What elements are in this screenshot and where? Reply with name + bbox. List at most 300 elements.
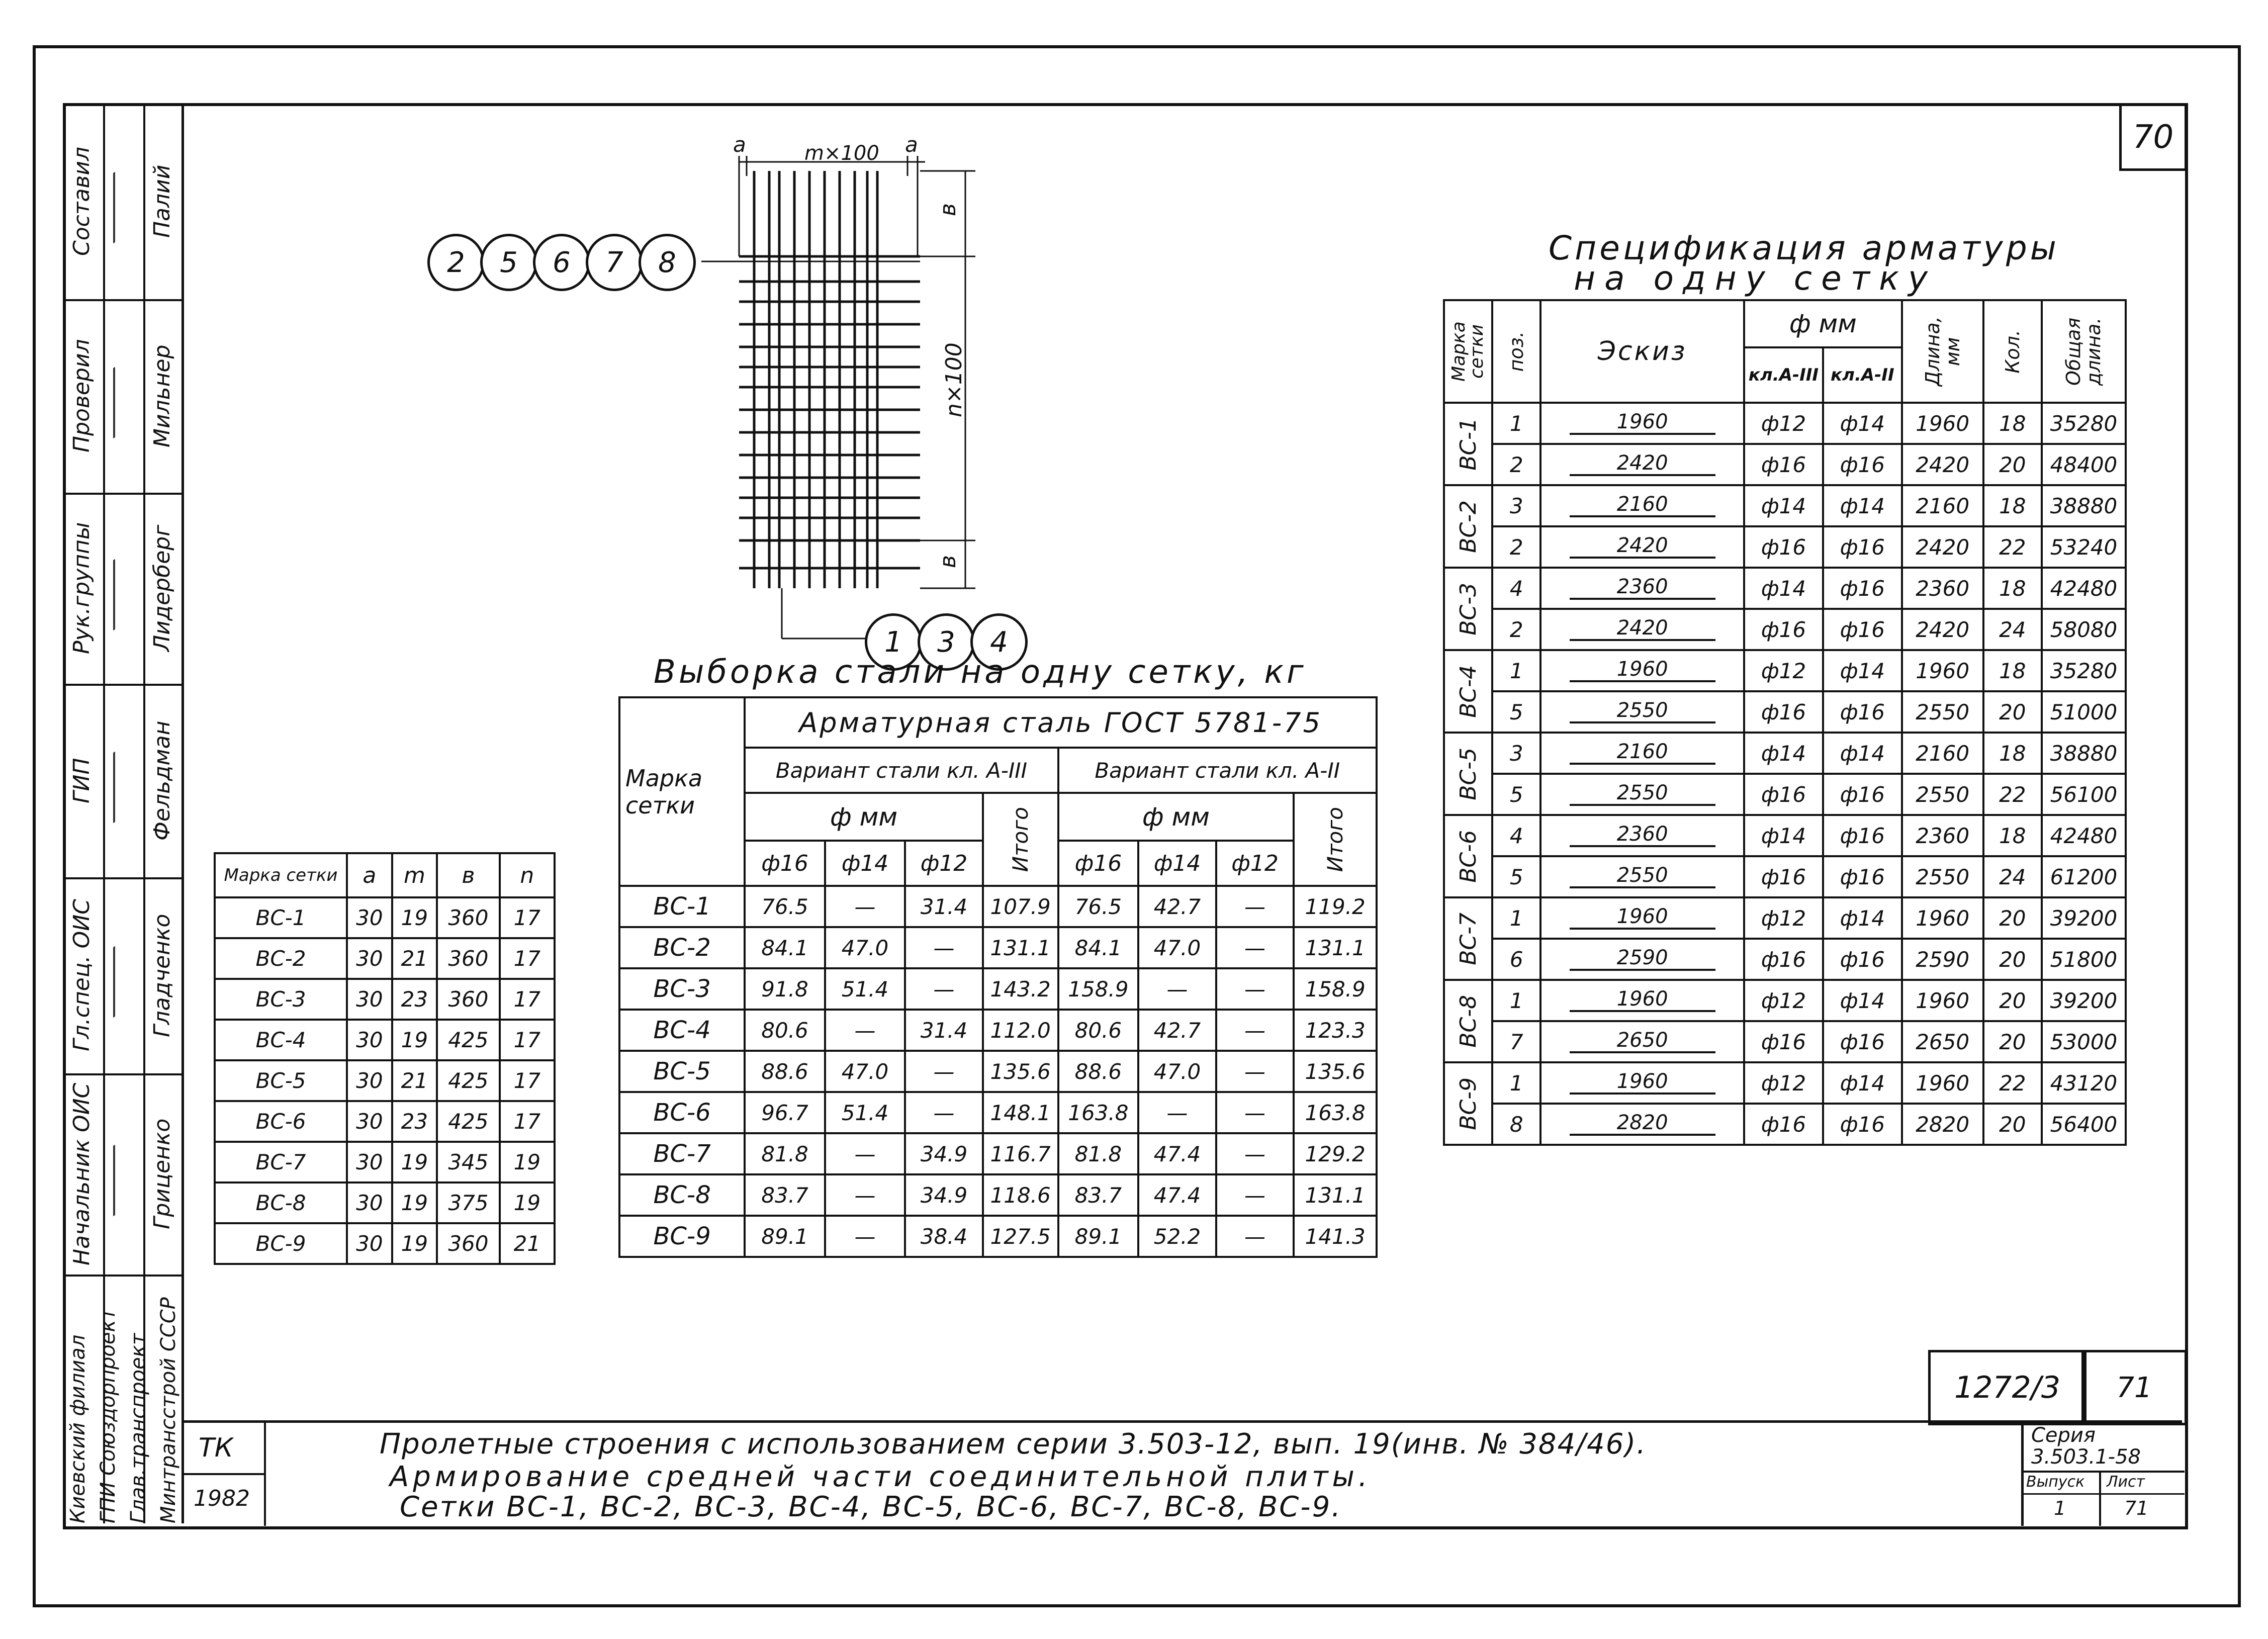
spec-sketch-cell (1540, 1021, 1744, 1062)
steel-col-gost: Арматурная сталь ГОСТ 5781-75 (745, 697, 1377, 748)
spec-mark: ВС-1 (1455, 417, 1481, 471)
spec-cell: 61200 (2042, 856, 2126, 897)
spec-col-qty-cell (1983, 300, 2042, 403)
params-row (215, 1060, 555, 1101)
params-header: m (392, 853, 437, 897)
spec-cell: 51800 (2042, 939, 2126, 980)
spec-col-mark-cell (1444, 300, 1492, 403)
steel-row (619, 1092, 1377, 1133)
steel-d16: ф16 (745, 841, 825, 886)
spec-row (1444, 939, 2126, 980)
spec-cell: ф14 (1744, 733, 1823, 774)
spec-cell: ф12 (1744, 980, 1823, 1021)
steel-cell: — (1216, 1174, 1294, 1216)
spec-cell: 1960 (1902, 897, 1983, 939)
steel-row (619, 1133, 1377, 1174)
spec-cell: 2 (1492, 526, 1540, 568)
spec-mark: ВС-6 (1455, 830, 1481, 883)
stamp-name: Лидерберг (149, 524, 175, 652)
sheet-label: Лист (2107, 1473, 2145, 1491)
steel-cell: 89.1 (1058, 1216, 1139, 1257)
signature-mark (113, 1132, 138, 1216)
params-header: в (437, 853, 499, 897)
spec-sketch-cell (1540, 733, 1744, 774)
spec-cell: ф16 (1744, 1104, 1823, 1145)
marker-circle: 8 (639, 234, 696, 291)
spec-col-total-cell (2042, 300, 2126, 403)
steel-cell: 123.3 (1294, 1010, 1377, 1051)
params-cell: ВС-4 (215, 1020, 347, 1060)
signature-mark (113, 738, 138, 823)
spec-sketch-cell (1540, 526, 1744, 568)
spec-col-pos-cell (1492, 300, 1540, 403)
steel-cell: 42.7 (1138, 1010, 1216, 1051)
params-cell: 23 (392, 979, 437, 1020)
spec-cell: 2 (1492, 444, 1540, 485)
spec-cell: 51000 (2042, 691, 2126, 733)
spec-cell: 5 (1492, 856, 1540, 897)
steel-cell: 88.6 (1058, 1051, 1139, 1092)
spec-row (1444, 1104, 2126, 1145)
spec-col-len-cell (1902, 300, 1983, 403)
spec-sketch-length: 2550 (1616, 699, 1668, 722)
org-block (63, 1274, 184, 1523)
spec-cell: 2420 (1902, 444, 1983, 485)
stamp-row (63, 1073, 184, 1277)
steel-cell: — (825, 1133, 905, 1174)
spec-sketch-cell (1540, 403, 1744, 444)
dim-side: n×100 (941, 342, 967, 417)
bar-line (1570, 639, 1715, 641)
params-cell: 23 (392, 1101, 437, 1142)
spec-sketch-cell (1540, 1104, 1744, 1145)
spec-mark-cell (1444, 403, 1492, 485)
params-cell: ВС-7 (215, 1142, 347, 1182)
bar-line (1570, 474, 1715, 476)
dim-a-left: a (733, 136, 746, 157)
spec-cell: 18 (1983, 815, 2042, 856)
stamp-role: Начальник ОИС (69, 1082, 95, 1265)
spec-sketch-length: 2360 (1616, 575, 1668, 598)
params-row (215, 1142, 555, 1182)
spec-cell: ф14 (1823, 485, 1902, 526)
spec-cell: 2820 (1902, 1104, 1983, 1145)
steel-cell: 135.6 (983, 1051, 1058, 1092)
params-table (214, 852, 556, 1265)
spec-cell: 5 (1492, 774, 1540, 815)
steel-cell: 135.6 (1294, 1051, 1377, 1092)
bar-line (1570, 1051, 1715, 1053)
spec-cell: 1 (1492, 1062, 1540, 1104)
spec-mark: ВС-7 (1455, 912, 1481, 965)
left-stamp (63, 103, 184, 1523)
steel-cell: 80.6 (1058, 1010, 1139, 1051)
steel-d14: ф14 (1138, 841, 1216, 886)
spec-cell: ф16 (1744, 856, 1823, 897)
steel-cell: ВС-6 (619, 1092, 745, 1133)
title-line-1: Пролетные строения с использованием серии 3.503-12, вып. 19(инв. № 384/46). (380, 1428, 1647, 1461)
spec-cell: ф16 (1823, 526, 1902, 568)
spec-cell: 18 (1983, 733, 2042, 774)
spec-sketch-length: 2820 (1616, 1111, 1668, 1134)
spec-sketch-length: 2550 (1616, 781, 1668, 804)
spec-sketch-length: 2650 (1616, 1029, 1668, 1052)
spec-cell: ф12 (1744, 897, 1823, 939)
spec-sketch-cell (1540, 444, 1744, 485)
params-cell: 17 (500, 1060, 555, 1101)
spec-cell: ф16 (1744, 1021, 1823, 1062)
params-cell: 19 (392, 1223, 437, 1264)
marker-circle: 4 (970, 613, 1028, 671)
signature-mark (113, 933, 138, 1018)
spec-cell: 6 (1492, 939, 1540, 980)
params-cell: 30 (347, 1020, 392, 1060)
steel-cell: 31.4 (905, 1010, 983, 1051)
spec-cell: 35280 (2042, 403, 2126, 444)
spec-cell: 56400 (2042, 1104, 2126, 1145)
bar-line (1570, 1092, 1715, 1095)
spec-cell: ф16 (1744, 526, 1823, 568)
params-row (215, 1182, 555, 1223)
spec-col-cl3: кл.А-III (1744, 347, 1823, 403)
spec-cell: ф14 (1744, 815, 1823, 856)
spec-cell: ф14 (1744, 568, 1823, 609)
spec-cell: ф14 (1823, 650, 1902, 691)
spec-sketch-length: 2420 (1616, 534, 1668, 557)
stamp-row (63, 299, 184, 495)
params-header: n (500, 853, 555, 897)
spec-cell: 58080 (2042, 609, 2126, 650)
bar-line (1570, 515, 1715, 517)
spec-sketch-length: 2160 (1616, 493, 1668, 516)
spec-cell: ф16 (1744, 444, 1823, 485)
steel-cell: 81.8 (745, 1133, 825, 1174)
stamp-row (63, 493, 184, 686)
spec-col-pos: поз. (1505, 331, 1528, 372)
spec-sketch-cell (1540, 609, 1744, 650)
steel-cell: ВС-7 (619, 1133, 745, 1174)
sheet-value: 71 (2124, 1497, 2149, 1519)
params-cell: 17 (500, 897, 555, 938)
spec-row (1444, 444, 2126, 485)
title-line-3: Сетки ВС-1, ВС-2, ВС-3, ВС-4, ВС-5, ВС-6, ВС-7, ВС-8, ВС-9. (400, 1491, 1342, 1523)
steel-cell: — (1216, 1010, 1294, 1051)
params-cell: 425 (437, 1101, 499, 1142)
steel-cell: 81.8 (1058, 1133, 1139, 1174)
steel-cell: 96.7 (745, 1092, 825, 1133)
tk-label: ТК (199, 1433, 233, 1463)
spec-cell: 24 (1983, 609, 2042, 650)
signature-mark (113, 353, 138, 438)
spec-cell: 8 (1492, 1104, 1540, 1145)
spec-mark: ВС-8 (1455, 994, 1481, 1048)
steel-cell: ВС-3 (619, 968, 745, 1010)
spec-cell: 18 (1983, 403, 2042, 444)
steel-cell: 127.5 (983, 1216, 1058, 1257)
spec-mark: ВС-9 (1455, 1077, 1481, 1130)
drawing-number: 1272/3 (1954, 1370, 2061, 1405)
steel-total-3: Итого (1008, 806, 1033, 872)
params-cell: 360 (437, 1223, 499, 1264)
steel-cell: — (1216, 1133, 1294, 1174)
marker-circle: 5 (480, 234, 537, 291)
spec-sketch-cell (1540, 650, 1744, 691)
spec-cell: ф12 (1744, 650, 1823, 691)
bar-line (1570, 433, 1715, 435)
bar-line (1570, 1134, 1715, 1136)
spec-cell: 3 (1492, 485, 1540, 526)
spec-cell: 35280 (2042, 650, 2126, 691)
steel-cell: — (1216, 1092, 1294, 1133)
steel-cell: 91.8 (745, 968, 825, 1010)
bar-line (1570, 721, 1715, 723)
params-cell: ВС-2 (215, 938, 347, 979)
spec-sketch-length: 1960 (1616, 987, 1668, 1011)
steel-cell: 107.9 (983, 886, 1058, 927)
steel-cell: — (905, 1051, 983, 1092)
stamp-role: Гл.спец. ОИС (69, 899, 95, 1052)
spec-mark-cell (1444, 650, 1492, 733)
stamp-row (63, 103, 184, 301)
spec-sketch-length: 2160 (1616, 740, 1668, 763)
spec-cell: ф16 (1744, 609, 1823, 650)
steel-cell: 131.1 (1294, 1174, 1377, 1216)
steel-dia-2: ф мм (1058, 793, 1294, 841)
spec-sketch-length: 2550 (1616, 864, 1668, 887)
spec-cell: 39200 (2042, 897, 2126, 939)
params-cell: 19 (392, 1142, 437, 1182)
spec-row (1444, 403, 2126, 444)
signature-mark (113, 159, 138, 243)
spec-row (1444, 980, 2126, 1021)
steel-cell: — (825, 1174, 905, 1216)
spec-cell: 4 (1492, 568, 1540, 609)
spec-col-sketch: Эскиз (1540, 300, 1744, 403)
marker-circle: 3 (918, 613, 975, 671)
steel-cell: 148.1 (983, 1092, 1058, 1133)
steel-cell: — (1216, 927, 1294, 968)
params-cell: 30 (347, 1101, 392, 1142)
spec-sketch-cell (1540, 856, 1744, 897)
params-cell: 375 (437, 1182, 499, 1223)
spec-cell: 1960 (1902, 980, 1983, 1021)
params-cell: ВС-3 (215, 979, 347, 1020)
spec-cell: ф14 (1823, 733, 1902, 774)
steel-row (619, 1010, 1377, 1051)
steel-cell: 31.4 (905, 886, 983, 927)
spec-cell: 42480 (2042, 568, 2126, 609)
steel-cell: 42.7 (1138, 886, 1216, 927)
spec-cell: ф16 (1823, 939, 1902, 980)
steel-cell: ВС-5 (619, 1051, 745, 1092)
spec-cell: ф16 (1823, 568, 1902, 609)
steel-row (619, 968, 1377, 1010)
params-cell: 30 (347, 897, 392, 938)
params-cell: 17 (500, 938, 555, 979)
bar-line (1570, 845, 1715, 847)
spec-cell: 38880 (2042, 733, 2126, 774)
marker-circle: 2 (427, 234, 485, 291)
spec-cell: 5 (1492, 691, 1540, 733)
spec-cell: 38880 (2042, 485, 2126, 526)
spec-row (1444, 691, 2126, 733)
bar-line (1570, 1010, 1715, 1012)
steel-cell: 112.0 (983, 1010, 1058, 1051)
spec-cell: ф12 (1744, 403, 1823, 444)
spec-mark: ВС-5 (1455, 747, 1481, 800)
spec-sketch-length: 1960 (1616, 1070, 1668, 1093)
spec-mark-cell (1444, 897, 1492, 980)
sheet-number-box (2119, 103, 2187, 171)
steel-cell: 34.9 (905, 1133, 983, 1174)
spec-cell: 3 (1492, 733, 1540, 774)
steel-cell: 143.2 (983, 968, 1058, 1010)
stamp-row (63, 684, 184, 879)
steel-cell: 76.5 (745, 886, 825, 927)
spec-cell: 39200 (2042, 980, 2126, 1021)
spec-cell: ф16 (1744, 774, 1823, 815)
params-cell: 30 (347, 1060, 392, 1101)
steel-cell: 88.6 (745, 1051, 825, 1092)
spec-row (1444, 774, 2126, 815)
spec-mark-cell (1444, 980, 1492, 1062)
spec-row (1444, 568, 2126, 609)
steel-cell: 131.1 (1294, 927, 1377, 968)
sheet-total-box (2081, 1350, 2187, 1425)
spec-row (1444, 856, 2126, 897)
params-cell: ВС-5 (215, 1060, 347, 1101)
steel-total-3-cell (983, 793, 1058, 886)
steel-cell: 51.4 (825, 1092, 905, 1133)
steel-cell: 83.7 (1058, 1174, 1139, 1216)
stamp-name: Палий (149, 164, 175, 238)
steel-d16: ф16 (1058, 841, 1139, 886)
steel-cell: 84.1 (745, 927, 825, 968)
spec-col-len: Длина, мм (1921, 316, 1964, 387)
steel-cell: 47.0 (825, 927, 905, 968)
params-row (215, 938, 555, 979)
spec-cell: 18 (1983, 485, 2042, 526)
steel-cell: 118.6 (983, 1174, 1058, 1216)
bar-line (1570, 969, 1715, 971)
spec-cell: 22 (1983, 1062, 2042, 1104)
steel-row (619, 886, 1377, 927)
mesh-sketch (422, 136, 1106, 674)
spec-title-line-1: Спецификация арматуры (1549, 229, 2059, 267)
signature-mark (113, 546, 138, 630)
steel-total-2-cell (1294, 793, 1377, 886)
spec-cell: 1 (1492, 980, 1540, 1021)
spec-cell: 22 (1983, 774, 2042, 815)
spec-col-qty: Кол. (2001, 329, 2024, 374)
spec-cell: 20 (1983, 1104, 2042, 1145)
spec-cell: ф16 (1744, 691, 1823, 733)
spec-row (1444, 897, 2126, 939)
steel-d12: ф12 (1216, 841, 1294, 886)
spec-sketch-length: 1960 (1616, 410, 1668, 433)
params-row (215, 1223, 555, 1264)
spec-sketch-length: 2420 (1616, 451, 1668, 475)
spec-sketch-length: 2360 (1616, 823, 1668, 846)
steel-col-mark: Марка сетки (619, 697, 745, 886)
spec-cell: 24 (1983, 856, 2042, 897)
spec-sketch-cell (1540, 1062, 1744, 1104)
spec-cell: 2160 (1902, 733, 1983, 774)
spec-sketch-cell (1540, 980, 1744, 1021)
drawing-number-box (1928, 1350, 2086, 1425)
params-cell: ВС-1 (215, 897, 347, 938)
params-cell: 21 (392, 1060, 437, 1101)
spec-cell: 42480 (2042, 815, 2126, 856)
bar-line (1570, 680, 1715, 682)
steel-row (619, 1216, 1377, 1257)
steel-d14: ф14 (825, 841, 905, 886)
spec-cell: 2360 (1902, 815, 1983, 856)
spec-cell: 2360 (1902, 568, 1983, 609)
sheet-total: 71 (2116, 1371, 2152, 1404)
spec-mark: ВС-2 (1455, 500, 1481, 553)
spec-cell: 20 (1983, 444, 2042, 485)
params-cell: 19 (392, 1182, 437, 1223)
marker-circle: 7 (586, 234, 643, 291)
params-cell: 360 (437, 897, 499, 938)
spec-cell: 56100 (2042, 774, 2126, 815)
params-cell: 19 (392, 1020, 437, 1060)
spec-sketch-cell (1540, 815, 1744, 856)
spec-cell: 1960 (1902, 403, 1983, 444)
steel-cell: 158.9 (1058, 968, 1139, 1010)
spec-row (1444, 1062, 2126, 1104)
steel-row (619, 927, 1377, 968)
params-cell: 425 (437, 1060, 499, 1101)
dim-top: m×100 (804, 142, 879, 165)
params-cell: ВС-8 (215, 1182, 347, 1223)
dim-b-top: в (935, 203, 961, 216)
spec-col-dia: ф мм (1744, 300, 1902, 347)
params-cell: 30 (347, 1142, 392, 1182)
spec-cell: ф14 (1823, 980, 1902, 1021)
params-cell: 360 (437, 938, 499, 979)
params-cell: 19 (392, 897, 437, 938)
steel-cell: 129.2 (1294, 1133, 1377, 1174)
stamp-row (63, 877, 184, 1075)
spec-cell: ф14 (1744, 485, 1823, 526)
spec-table (1443, 299, 2127, 1146)
spec-cell: 2550 (1902, 691, 1983, 733)
stamp-role: Проверил (69, 339, 95, 453)
spec-col-total: Общая длина. (2062, 317, 2105, 386)
steel-d12: ф12 (905, 841, 983, 886)
spec-cell: 7 (1492, 1021, 1540, 1062)
steel-cell: 47.0 (1138, 1051, 1216, 1092)
spec-sketch-cell (1540, 568, 1744, 609)
steel-row (619, 1174, 1377, 1216)
params-cell: 360 (437, 979, 499, 1020)
steel-cell: 76.5 (1058, 886, 1139, 927)
spec-sketch-cell (1540, 485, 1744, 526)
spec-mark-cell (1444, 733, 1492, 815)
steel-cell: 116.7 (983, 1133, 1058, 1174)
spec-sketch-length: 1960 (1616, 905, 1668, 928)
marker-circle: 1 (865, 613, 922, 671)
steel-cell: 34.9 (905, 1174, 983, 1216)
spec-cell: 20 (1983, 939, 2042, 980)
steel-cell: — (1216, 1216, 1294, 1257)
spec-sketch-cell (1540, 939, 1744, 980)
steel-cell: — (825, 886, 905, 927)
steel-variant-3: Вариант стали кл. А-III (745, 748, 1058, 793)
spec-mark-cell (1444, 568, 1492, 650)
